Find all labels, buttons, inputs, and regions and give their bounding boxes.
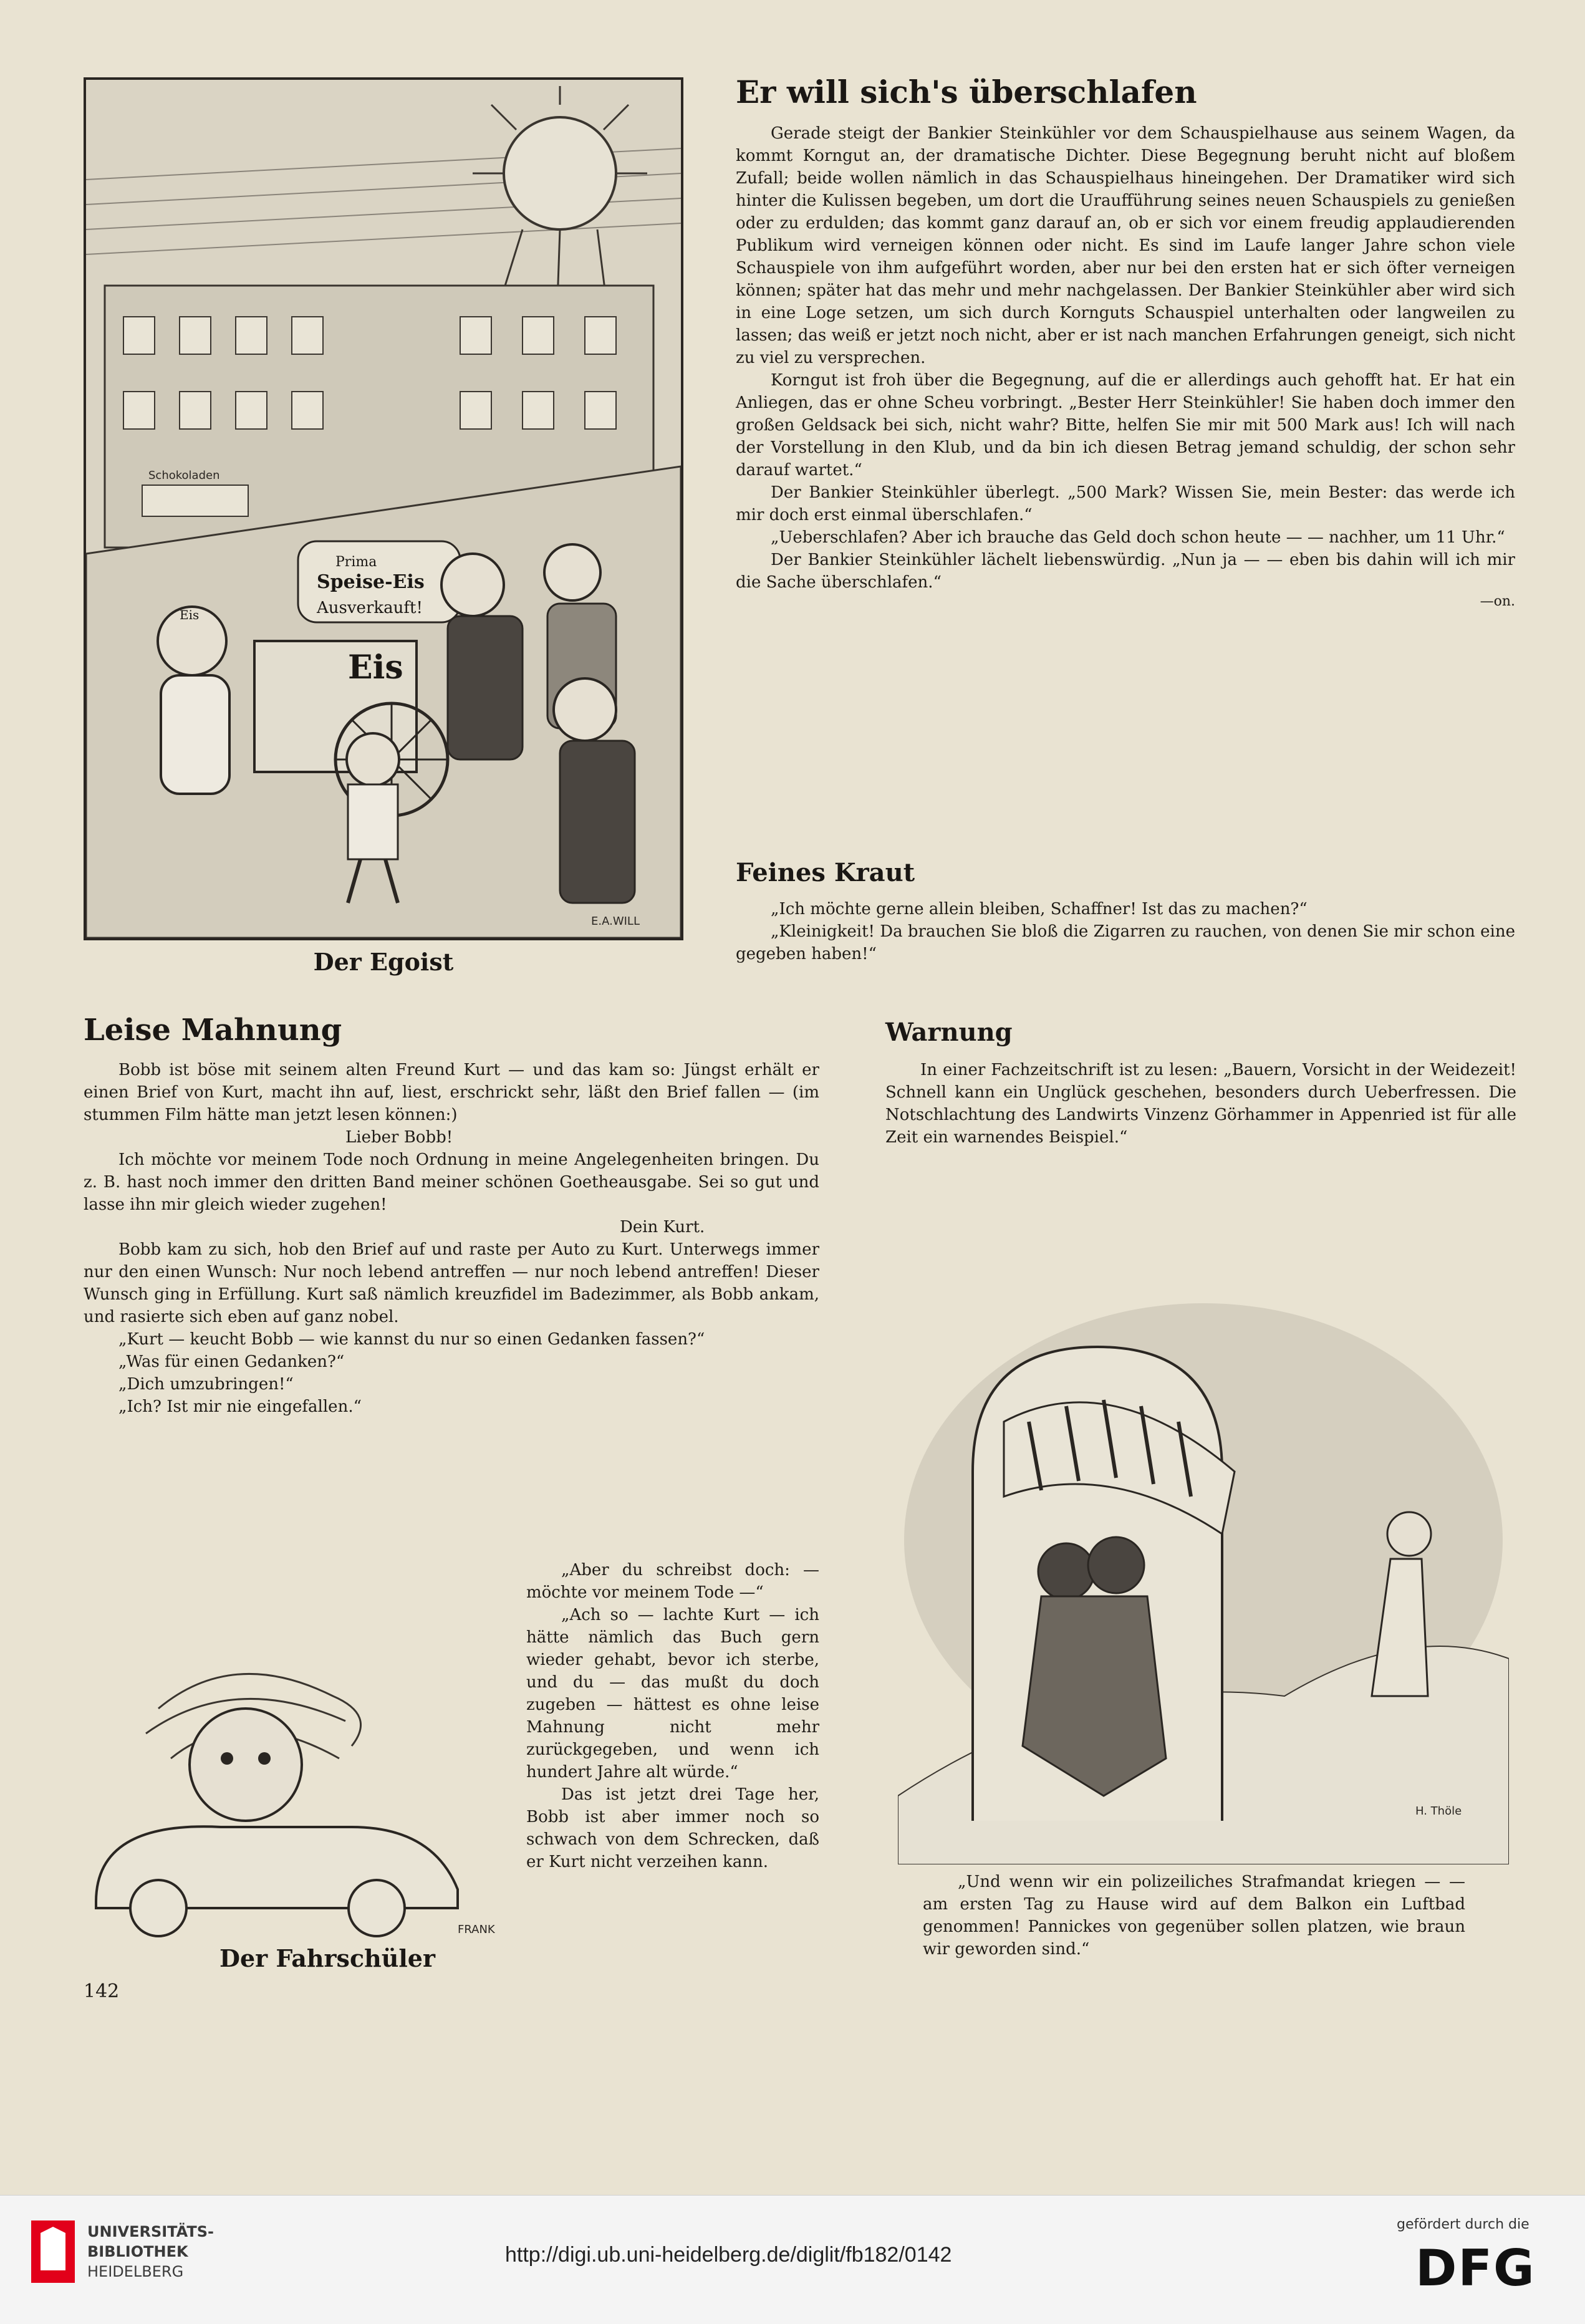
article1-body xyxy=(736,122,1515,609)
article1-title: Er will sich's überschlafen xyxy=(736,74,1197,110)
beach-chair-drawing xyxy=(898,1272,1509,1864)
car-wheel-right xyxy=(349,1880,405,1936)
driver-head xyxy=(190,1709,302,1821)
article3-paragraph: Bobb ist böse mit seinem alten Freund Kurt — und das kam so: Jüngst erhält er einen Brief von Kurt, macht ihn auf, liest, erschrickt sehr, läßt den Brief fallen — (im stummen Film hätte man jetzt lesen können:) xyxy=(84,1061,819,1124)
article3-paragraph: „Aber du schreibst doch: — möchte vor meinem Tode —“ xyxy=(526,1561,819,1602)
beach-caption-text: „Und wenn wir ein polizeiliches Strafmandat kriegen — — am ersten Tag zu Hause wird auf dem Balkon ein Luftbad genommen! Pannickes von gegenüber sollen platzen, wie braun wir geworden sind.“ xyxy=(923,1873,1465,1959)
article1-paragraph: Gerade steigt der Bankier Steinkühler vor dem Schauspielhause aus seinem Wagen, da kommt Korngut an, der dramatische Dichter. Diese Begegnung beruht nicht auf bloßem Zufall; beide wollen nämlich in das Schauspielhaus hineingehen. Der Dramatiker wird sich hinter die Kulissen begeben, um dort die Uraufführung seines neuen Schauspiels zu genießen oder zu erdulden; das kommt ganz darauf an, ob er sich vor einem freudig applaudierenden Publikum wird verneigen können oder nicht. Es sind im Laufe langer Jahre schon viele Schauspiele von ihm aufgeführt worden, aber nur bei den ersten hat er sich öfter verneigen können; später hat das mehr und mehr nachgelassen. Der Bankier Steinkühler aber wird sich in eine Loge setzen, um sich durch Kornguts Schauspiel unterhalten oder langweilen zu lassen; das weiß er jetzt noch nicht, aber er ist nach manchen Erfahrungen geneigt, sich nicht zu viel zu versprechen. xyxy=(736,124,1515,367)
article2-body xyxy=(736,898,1515,965)
footer-bar xyxy=(0,2195,1585,2324)
fahrschueler-caption: Der Fahrschüler xyxy=(219,1944,435,1972)
fahrschueler-signature: FRANK xyxy=(458,1923,495,1936)
article3-paragraph: „Was für einen Gedanken?“ xyxy=(118,1352,345,1371)
beach-signature: H. Thöle xyxy=(1415,1805,1462,1818)
article4-paragraph: In einer Fachzeitschrift ist zu lesen: „Bauern, Vorsicht in der Weidezeit! Schnell kann ein Unglück geschehen, besonders durch Ueberfressen. Die Notschlachtung des Landwirts Vinzenz Görhammer in Appenried ist für alle Zeit ein warnendes Beispiel.“ xyxy=(885,1061,1516,1147)
letter-signature: Dein Kurt. xyxy=(620,1218,705,1237)
letter-salutation: Lieber Bobb! xyxy=(345,1128,453,1147)
fahrschueler-drawing xyxy=(84,1609,508,1939)
seller-hat-label: Eis xyxy=(180,607,200,622)
article3-paragraph: „Kurt — keucht Bobb — wie kannst du nur so einen Gedanken fassen?“ xyxy=(118,1330,705,1349)
shop-sign-text: Schokoladen xyxy=(148,469,220,482)
dfg-logo: DFG xyxy=(1415,2239,1536,2297)
article3-right-column xyxy=(526,1559,819,1873)
article1-paragraph: Korngut ist froh über die Begegnung, auf die er allerdings auch gehofft hat. Er hat ein Anliegen, das er ohne Scheu vorbringt. „Bester Herr Steinkühler! Sie haben doch immer den großen Geldsack bei sich, nicht wahr? Bitte, helfen Sie mir mit 500 Mark aus! Ich will nach der Vorstellung in den Klub, und da bin ich diesen Betrag jemand schuldig, der schon sehr darauf wartet.“ xyxy=(736,371,1515,480)
article1-paragraph: „Ueberschlafen? Aber ich brauche das Geld doch schon heute — — nachher, um 11 Uhr.“ xyxy=(771,528,1505,547)
cart-sign-ausverkauft: Ausverkauft! xyxy=(317,599,423,617)
egoist-caption: Der Egoist xyxy=(313,948,454,976)
article3-paragraph: „Ich? Ist mir nie eingefallen.“ xyxy=(118,1397,362,1416)
article3-body xyxy=(84,1059,819,1418)
cart-sign-speiseeis: Speise-Eis xyxy=(317,571,425,593)
article2-paragraph: „Ich möchte gerne allein bleiben, Schaffner! Ist das zu machen?“ xyxy=(771,900,1308,919)
article1-signature: —on. xyxy=(1480,594,1515,609)
footer-funded-by: gefördert durch die xyxy=(1397,2217,1530,2232)
cart-sign-prima: Prima xyxy=(335,554,377,570)
footer-url-link[interactable]: http://digi.ub.uni-heidelberg.de/diglit/fb182/0142 xyxy=(505,2243,952,2267)
article3-paragraph: Bobb kam zu sich, hob den Brief auf und raste per Auto zu Kurt. Unterwegs immer nur den einen Wunsch: Nur noch lebend antreffen — nur noch lebend antreffen! Dieser Wunsch ging in Erfüllung. Kurt saß nämlich kreuzfidel im Badezimmer, als Bobb ankam, und rasierte sich eben auf ganz nobel. xyxy=(84,1240,819,1326)
article2-title: Feines Kraut xyxy=(736,858,915,887)
letter-body: Ich möchte vor meinem Tode noch Ordnung in meine Angelegenheiten bringen. Du z. B. hast noch immer den dritten Band meiner schönen Goetheausgabe. Sei so gut und lasse ihn mir gleich wieder zugehen! xyxy=(84,1150,819,1214)
article4-body xyxy=(885,1059,1516,1149)
article3-paragraph: „Ach so — lachte Kurt — ich hätte nämlich das Buch gern wieder gehabt, bevor ich sterbe, und du — das mußt du doch zugeben — hättest es ohne leise Mahnung nicht mehr zurückgegeben, und wenn ich hundert Jahre alt würde.“ xyxy=(526,1606,819,1782)
article3-paragraph: „Dich umzubringen!“ xyxy=(118,1375,294,1394)
article3-paragraph: Das ist jetzt drei Tage her, Bobb ist aber immer noch so schwach von dem Schrecken, daß er Kurt nicht verzeihen kann. xyxy=(526,1785,819,1871)
article3-title: Leise Mahnung xyxy=(84,1013,342,1048)
footer-logo-line3: HEIDELBERG xyxy=(87,2263,184,2280)
article4-title: Warnung xyxy=(885,1018,1013,1047)
egoist-illustration xyxy=(84,77,683,940)
cart-sign-eis: Eis xyxy=(348,649,403,687)
article2-paragraph: „Kleinigkeit! Da brauchen Sie bloß die Zigarren zu rauchen, von denen Sie mir schon eine gegeben haben!“ xyxy=(736,922,1515,963)
page-number: 142 xyxy=(84,1980,120,2002)
article1-paragraph: Der Bankier Steinkühler lächelt liebenswürdig. „Nun ja — — eben bis dahin will ich mir die Sache überschlafen.“ xyxy=(736,551,1515,592)
egoist-signature: E.A.WILL xyxy=(591,915,640,928)
footer-logo-line1: UNIVERSITÄTS- xyxy=(87,2223,214,2240)
egoist-drawing xyxy=(86,80,681,938)
car-wheel-left xyxy=(130,1880,186,1936)
footer-logo-line2: BIBLIOTHEK xyxy=(87,2243,188,2260)
university-library-logo-icon xyxy=(31,2220,75,2283)
beach-caption xyxy=(923,1871,1465,1960)
article1-paragraph: Der Bankier Steinkühler überlegt. „500 Mark? Wissen Sie, mein Bester: das werde ich mir doch erst einmal überschlafen.“ xyxy=(736,483,1515,524)
sun-shape xyxy=(504,117,616,229)
